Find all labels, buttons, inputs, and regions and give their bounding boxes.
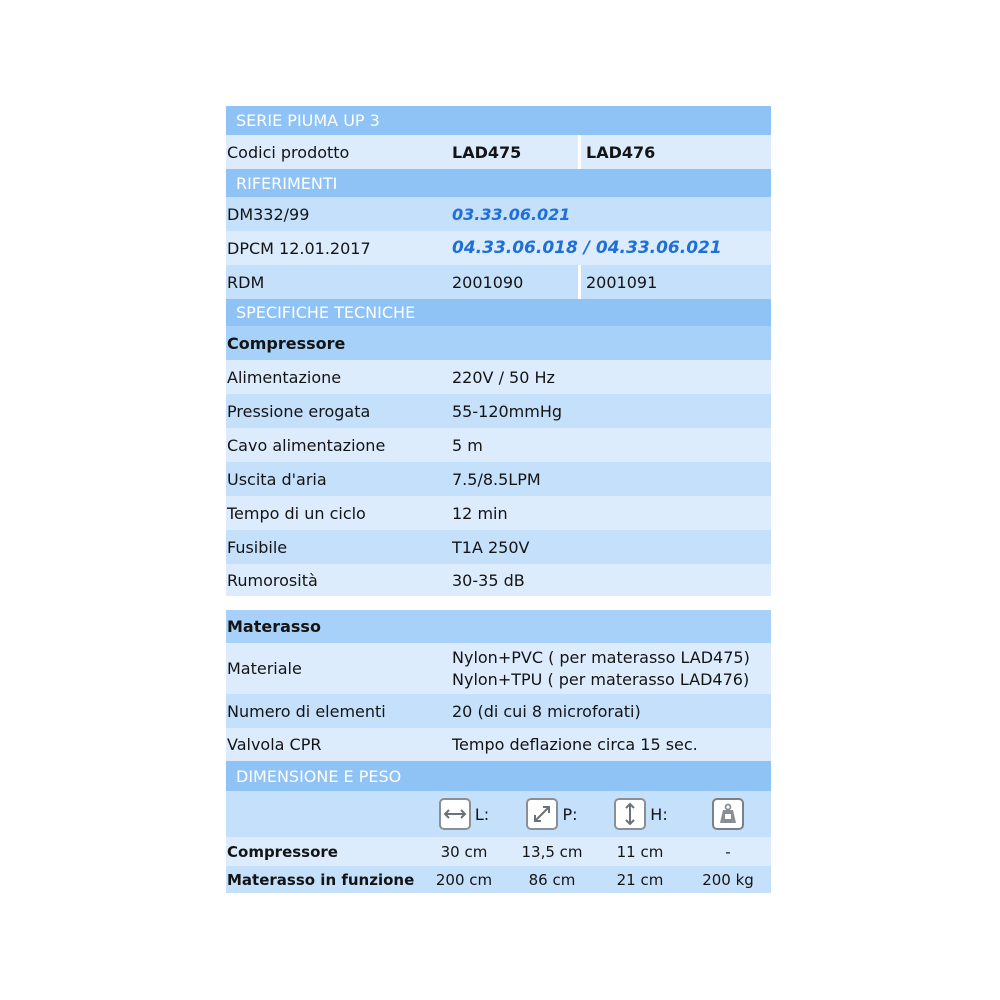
dimension-row xyxy=(226,837,771,866)
section-header-specifiche xyxy=(226,299,771,326)
spacer xyxy=(226,596,771,610)
length-value: 200 cm xyxy=(435,870,493,889)
compressore-row xyxy=(226,462,771,496)
rdm-label: RDM xyxy=(227,272,265,292)
dimension-row-label: Compressore xyxy=(227,842,338,861)
spec-label: Pressione erogata xyxy=(227,401,371,421)
spec-label: Tempo di un ciclo xyxy=(227,503,366,523)
weight-icon xyxy=(712,798,744,830)
dm-label: DM332/99 xyxy=(227,204,310,224)
section-header-dimensioni xyxy=(226,761,771,791)
row-dimension-icons xyxy=(226,791,771,837)
spec-value: 12 min xyxy=(452,503,508,523)
section-header-riferimenti xyxy=(226,169,771,197)
spec-sheet xyxy=(226,106,771,893)
dm-value: 03.33.06.021 xyxy=(452,204,571,224)
subheader-compressore xyxy=(226,326,771,360)
spec-value: 7.5/8.5LPM xyxy=(452,469,541,489)
compressore-row xyxy=(226,360,771,394)
materasso-title: Materasso xyxy=(227,617,321,636)
code-lad476: LAD476 xyxy=(586,142,656,162)
weight-column-header xyxy=(698,791,758,837)
row-rdm xyxy=(226,265,771,299)
spec-value: 220V / 50 Hz xyxy=(452,367,555,387)
depth-value: 13,5 cm xyxy=(521,842,583,861)
length-arrow-icon xyxy=(439,798,471,830)
spec-label: Alimentazione xyxy=(227,367,342,387)
dimensioni-title: DIMENSIONE E PESO xyxy=(236,766,402,786)
spec-label: Fusibile xyxy=(227,537,288,557)
compressore-row xyxy=(226,496,771,530)
rdm-value-2: 2001091 xyxy=(586,272,658,292)
valvola-value: Tempo deflazione circa 15 sec. xyxy=(452,735,698,754)
specifiche-title: SPECIFICHE TECNICHE xyxy=(236,303,416,322)
elementi-value: 20 (di cui 8 microforati) xyxy=(452,701,641,721)
materiale-value xyxy=(452,643,750,694)
height-value: 21 cm xyxy=(616,870,664,889)
materiale-label: Materiale xyxy=(227,659,302,678)
spec-value: 5 m xyxy=(452,435,483,455)
row-dpcm xyxy=(226,231,771,265)
riferimenti-title: RIFERIMENTI xyxy=(236,173,338,193)
row-codici xyxy=(226,135,771,169)
subheader-materasso xyxy=(226,610,771,643)
compressore-row xyxy=(226,394,771,428)
depth-label: P: xyxy=(562,804,578,824)
length-value: 30 cm xyxy=(440,842,488,861)
code-lad475: LAD475 xyxy=(452,142,522,162)
height-label: H: xyxy=(650,804,668,824)
depth-value: 86 cm xyxy=(528,870,576,889)
rdm-value-1: 2001090 xyxy=(452,272,524,292)
column-divider xyxy=(578,265,581,299)
weight-value: - xyxy=(725,842,731,861)
compressore-row xyxy=(226,428,771,462)
compressore-table xyxy=(226,360,771,596)
dimension-row-label: Materasso in funzione xyxy=(227,870,415,889)
codici-label: Codici prodotto xyxy=(227,142,350,162)
dpcm-value: 04.33.06.018 / 04.33.06.021 xyxy=(452,238,722,258)
valvola-label: Valvola CPR xyxy=(227,735,322,754)
spec-label: Cavo alimentazione xyxy=(227,435,386,455)
column-divider xyxy=(578,135,581,169)
spec-value: 30-35 dB xyxy=(452,570,525,590)
spec-value: 55-120mmHg xyxy=(452,401,563,421)
weight-value: 200 kg xyxy=(702,870,754,889)
compressore-row xyxy=(226,530,771,564)
depth-arrow-icon xyxy=(526,798,558,830)
depth-column-header xyxy=(522,791,582,837)
materiale-line-2: Nylon+TPU ( per materasso LAD476) xyxy=(452,669,750,689)
row-materiale xyxy=(226,643,771,694)
height-column-header xyxy=(610,791,672,837)
spec-value: T1A 250V xyxy=(452,537,530,557)
row-dm xyxy=(226,197,771,231)
row-elementi xyxy=(226,694,771,728)
spec-label: Rumorosità xyxy=(227,570,318,590)
compressore-title: Compressore xyxy=(227,333,346,353)
length-label: L: xyxy=(474,804,490,824)
height-value: 11 cm xyxy=(616,842,664,861)
compressore-row xyxy=(226,564,771,596)
serie-title: SERIE PIUMA UP 3 xyxy=(236,111,380,130)
height-arrow-icon xyxy=(614,798,646,830)
dpcm-label: DPCM 12.01.2017 xyxy=(227,238,371,258)
length-column-header xyxy=(434,791,494,837)
spec-label: Uscita d'aria xyxy=(227,469,327,489)
dimension-row xyxy=(226,866,771,893)
row-valvola xyxy=(226,728,771,761)
section-header-serie xyxy=(226,106,771,135)
elementi-label: Numero di elementi xyxy=(227,701,386,721)
materiale-line-1: Nylon+PVC ( per materasso LAD475) xyxy=(452,647,750,667)
dimension-table xyxy=(226,837,771,893)
